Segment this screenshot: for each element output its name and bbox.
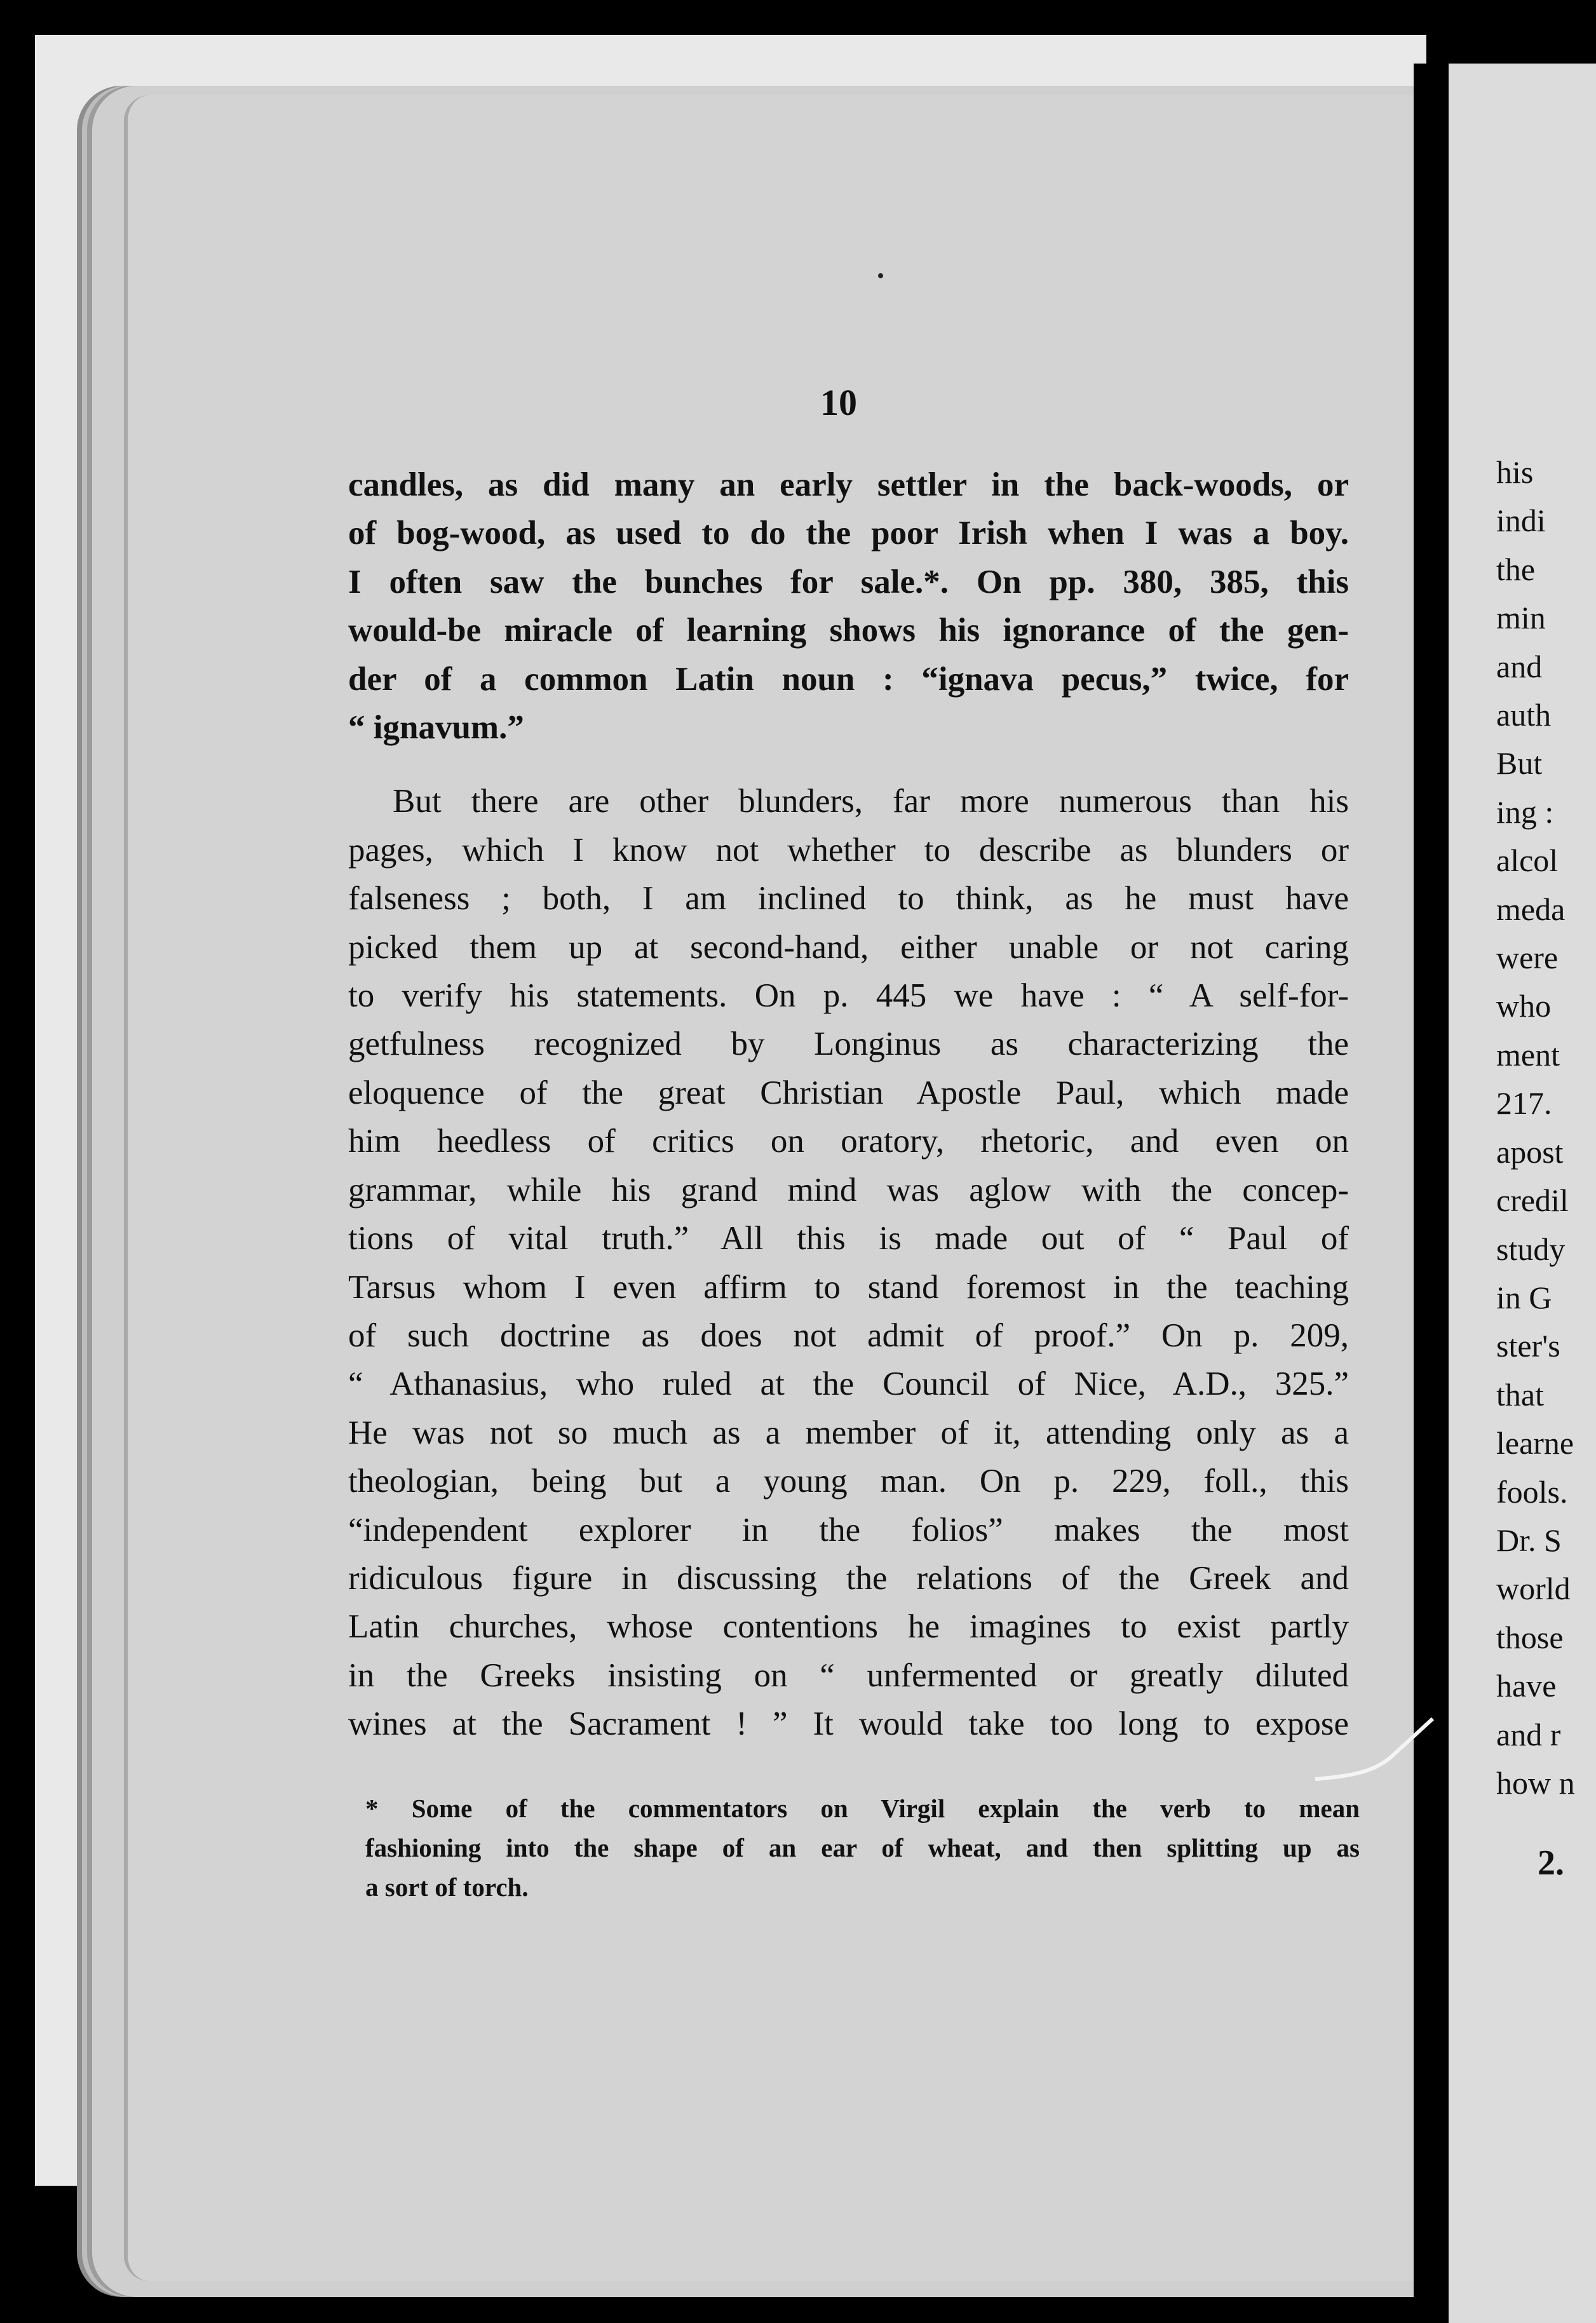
text-line: theologian, being but a young man. On p. 229, foll., this [348,1463,1349,1500]
facing-page-text [1496,448,1596,1807]
text-line: But there are other blunders, far more numerous than his [393,783,1349,820]
facing-line: indi [1496,503,1546,539]
facing-line: min [1496,600,1546,636]
facing-line: who [1496,988,1552,1024]
text-line: wines at the Sacrament ! ” It would take too long to expose [348,1705,1349,1743]
facing-line: ing : [1496,794,1554,830]
text-line: candles, as did many an early settler in the back-woods, or [348,466,1349,503]
text-line: ridiculous figure in discussing the relations of the Greek and [348,1559,1349,1597]
facing-line: in G [1496,1279,1552,1315]
text-line: to verify his statements. On p. 445 we have : “ A self-for- [348,977,1349,1015]
facing-line: credil [1496,1182,1569,1219]
text-line: falseness ; both, I am inclined to think, as he must have [348,880,1349,918]
page-number: 10 [820,382,857,423]
facing-line: and r [1496,1716,1561,1752]
facing-line: were [1496,940,1559,976]
body-text [348,461,1349,1749]
text-line: in the Greeks insisting on “ unfermented or greatly diluted [348,1656,1349,1694]
text-line: pages, which I know not whether to describe as blunders or [348,831,1349,869]
footnote-line: * Some of the commentators on Virgil explain the verb to mean [365,1794,1360,1823]
facing-line: have [1496,1668,1557,1704]
text-line: of such doctrine as does not admit of proof.” On p. 209, [348,1317,1349,1354]
facing-line: the [1496,551,1536,587]
facing-line: his [1496,454,1534,490]
facing-line: learne [1496,1425,1574,1461]
facing-line: ment [1496,1036,1560,1073]
facing-line: 217. [1496,1085,1552,1121]
scan-speck [878,273,883,278]
facing-line: study [1496,1231,1566,1267]
paragraph-1 [348,461,1349,752]
facing-line: Dr. S [1496,1522,1562,1558]
facing-line: apost [1496,1134,1564,1170]
text-line: der of a common Latin noun : “ignava pecus,” twice, for [348,660,1349,698]
footnote-line: a sort of torch. [365,1873,529,1902]
text-line: Tarsus whom I even affirm to stand foremost in the teaching [348,1268,1349,1306]
text-line: Latin churches, whose contentions he imagines to exist partly [348,1608,1349,1646]
text-line: “independent explorer in the folios” makes the most [348,1511,1349,1548]
facing-line: fools. [1496,1473,1568,1510]
facing-line: how n [1496,1764,1575,1801]
text-line: He was not so much as a member of it, attending only as a [348,1414,1349,1451]
text-line: getfulness recognized by Longinus as characterizing the [348,1026,1349,1063]
footnote [365,1789,1360,1907]
facing-line: that [1496,1376,1544,1412]
text-line: “ ignavum.” [348,709,524,747]
text-line: would-be miracle of learning shows his ignorance of the gen- [348,612,1349,649]
facing-line: world [1496,1571,1571,1607]
paragraph-2 [348,777,1349,1748]
text-line: “ Athanasius, who ruled at the Council of Nice, A.D., 325.” [348,1365,1349,1403]
facing-line: meda [1496,891,1566,927]
facing-line: ster's [1496,1328,1560,1364]
facing-line: But [1496,745,1543,782]
text-line: picked them up at second-hand, either unable or not caring [348,928,1349,966]
book-gutter [1414,64,1449,2323]
facing-line: and [1496,648,1543,684]
text-line: eloquence of the great Christian Apostle Paul, which made [348,1074,1349,1111]
facing-page-footer: 2. [1538,1843,1564,1883]
footnote-line: fashioning into the shape of an ear of wheat, and then splitting up as [365,1833,1360,1862]
facing-line: those [1496,1619,1564,1655]
facing-line: alcol [1496,843,1559,879]
scratch-mark [1312,1716,1439,1805]
text-line: tions of vital truth.” All this is made out of “ Paul of [348,1220,1349,1257]
text-line: I often saw the bunches for sale.*. On pp. 380, 385, this [348,563,1349,600]
text-line: him heedless of critics on oratory, rhetoric, and even on [348,1123,1349,1160]
facing-line: auth [1496,697,1552,733]
text-line: grammar, while his grand mind was aglow with the concep- [348,1171,1349,1209]
text-line: of bog-wood, as used to do the poor Irish when I was a boy. [348,515,1349,552]
